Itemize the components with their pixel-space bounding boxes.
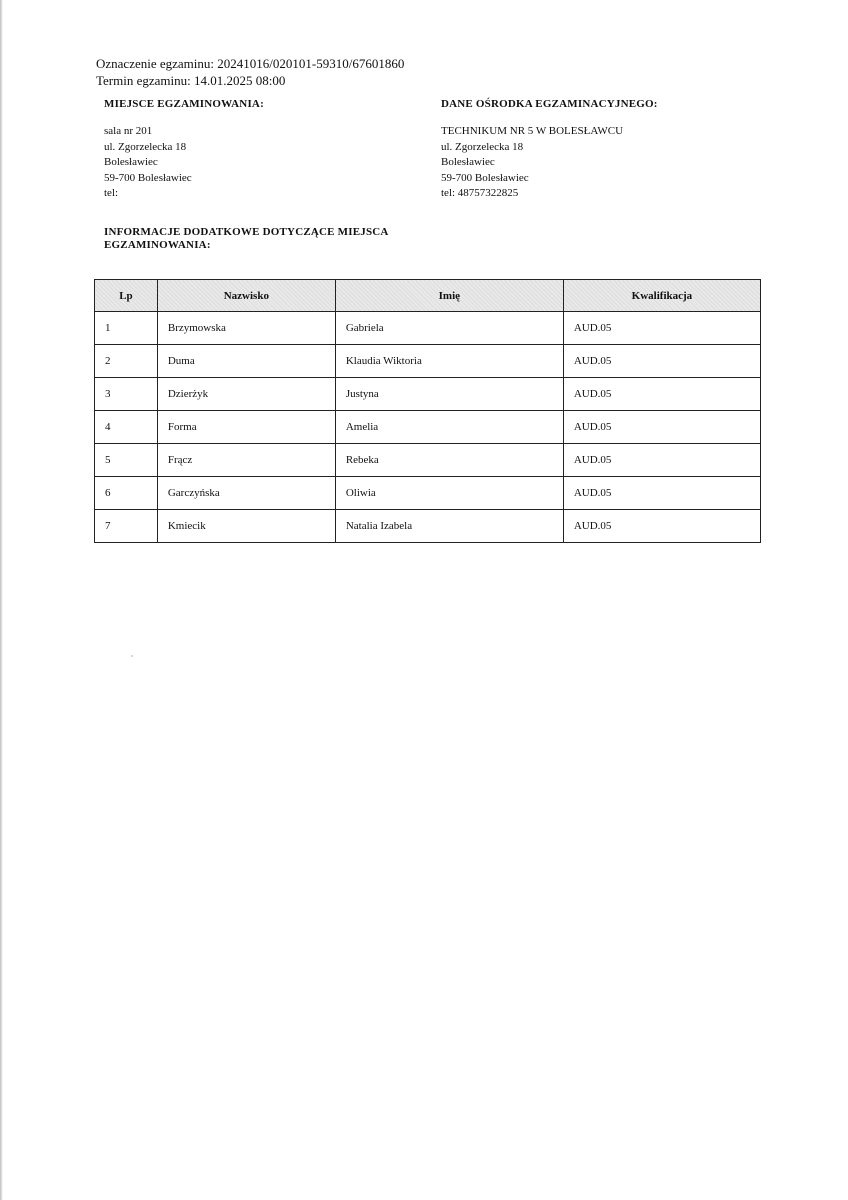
exam-center-street: ul. Zgorzelecka 18	[441, 140, 524, 153]
cell-lp: 3	[95, 378, 158, 411]
table-row	[95, 477, 761, 510]
cell-kwalifikacja: AUD.05	[563, 444, 760, 477]
cell-lp: 7	[95, 510, 158, 543]
cell-imie: Justyna	[335, 378, 563, 411]
exam-place-heading: MIEJSCE EGZAMINOWANIA:	[104, 98, 264, 110]
table-row	[95, 378, 761, 411]
cell-imie: Natalia Izabela	[335, 510, 563, 543]
cell-kwalifikacja: AUD.05	[563, 477, 760, 510]
cell-lp: 2	[95, 345, 158, 378]
exam-center-phone: tel: 48757322825	[441, 187, 519, 200]
exam-designation: Oznaczenie egzaminu: 20241016/020101-59310/67601860	[96, 56, 405, 71]
cell-lp: 5	[95, 444, 158, 477]
cell-imie: Rebeka	[335, 444, 563, 477]
exam-center-city: Bolesławiec	[441, 156, 495, 169]
table-row	[95, 444, 761, 477]
cell-lp: 6	[95, 477, 158, 510]
cell-nazwisko: Forma	[157, 411, 335, 444]
cell-nazwisko: Duma	[157, 345, 335, 378]
exam-place-room: sala nr 201	[104, 125, 153, 137]
cell-imie: Klaudia Wiktoria	[335, 345, 563, 378]
students-table	[94, 279, 761, 543]
exam-place-street: ul. Zgorzelecka 18	[104, 140, 187, 153]
cell-imie: Gabriela	[335, 312, 563, 345]
exam-center-postal: 59-700 Bolesławiec	[441, 171, 529, 184]
table-header-row	[95, 280, 761, 312]
exam-date: Termin egzaminu: 14.01.2025 08:00	[96, 73, 286, 88]
exam-center-heading: DANE OŚRODKA EGZAMINACYJNEGO:	[441, 98, 658, 110]
cell-nazwisko: Garczyńska	[157, 477, 335, 510]
cell-nazwisko: Frącz	[157, 444, 335, 477]
header-lp: Lp	[95, 280, 158, 312]
cell-nazwisko: Brzymowska	[157, 312, 335, 345]
exam-center-address	[441, 124, 623, 202]
table-row	[95, 345, 761, 378]
exam-place-postal: 59-700 Bolesławiec	[104, 171, 192, 184]
cell-kwalifikacja: AUD.05	[563, 312, 760, 345]
cell-lp: 1	[95, 312, 158, 345]
scan-speck	[131, 655, 133, 657]
cell-kwalifikacja: AUD.05	[563, 510, 760, 543]
header-kwalifikacja: Kwalifikacja	[563, 280, 760, 312]
exam-place-city: Bolesławiec	[104, 156, 158, 169]
cell-kwalifikacja: AUD.05	[563, 345, 760, 378]
exam-center-name: TECHNIKUM NR 5 W BOLESŁAWCU	[441, 125, 624, 137]
exam-place-address	[104, 124, 192, 202]
cell-nazwisko: Dzierżyk	[157, 378, 335, 411]
cell-imie: Amelia	[335, 411, 563, 444]
exam-place-phone: tel:	[104, 187, 119, 200]
header-imie: Imię	[335, 280, 563, 312]
additional-info-heading: INFORMACJE DODATKOWE DOTYCZĄCE MIEJSCA EGZAMINOWANIA:	[104, 226, 388, 251]
table-row	[95, 312, 761, 345]
cell-nazwisko: Kmiecik	[157, 510, 335, 543]
table-row	[95, 411, 761, 444]
cell-kwalifikacja: AUD.05	[563, 411, 760, 444]
cell-imie: Oliwia	[335, 477, 563, 510]
header-nazwisko: Nazwisko	[157, 280, 335, 312]
cell-lp: 4	[95, 411, 158, 444]
cell-kwalifikacja: AUD.05	[563, 378, 760, 411]
table-row	[95, 510, 761, 543]
